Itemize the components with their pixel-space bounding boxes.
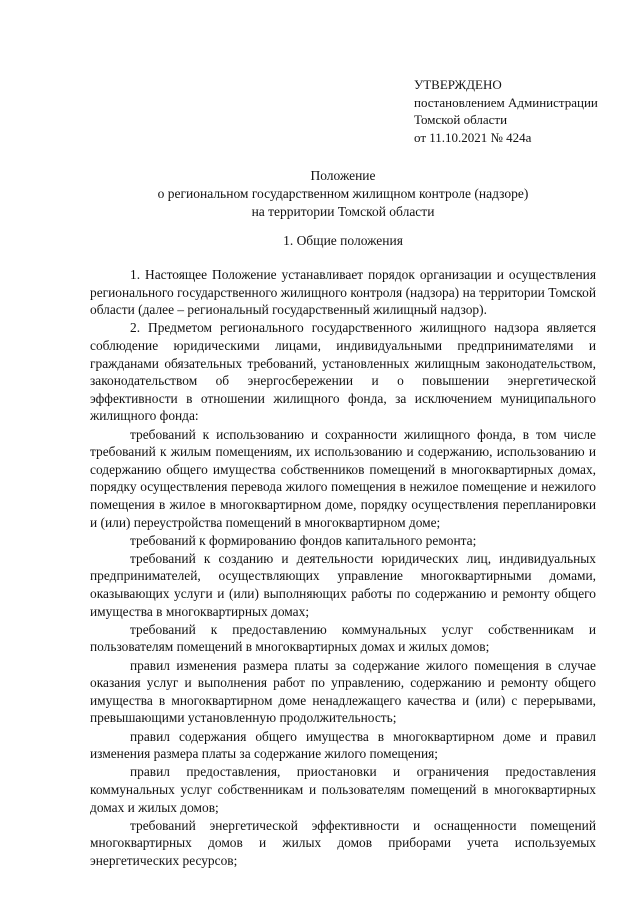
section-heading: 1. Общие положения: [283, 233, 403, 248]
paragraph: правил предоставления, приостановки и ограничения предоставления коммунальных услуг собственникам и пользователям помещений в многоквартирных домах и жилых домов;: [90, 764, 596, 815]
approval-stamp: [414, 76, 598, 146]
approval-line: постановлением Администрации: [414, 94, 598, 110]
title-line: Положение: [310, 168, 376, 183]
paragraph: требований к предоставлению коммунальных услуг собственникам и пользователям помещений в многоквартирных домах и жилых домов;: [90, 621, 596, 655]
paragraph: 1. Настоящее Положение устанавливает порядок организации и осуществления регионального государственного жилищного контроля (надзора) на территории Томской области (далее – региональный государственный жилищный надзор).: [90, 267, 596, 318]
paragraph: правил содержания общего имущества в многоквартирном доме и правил изменения размера платы за содержание жилого помещения;: [90, 728, 596, 762]
approval-title: УТВЕРЖДЕНО: [414, 77, 502, 92]
paragraph: требований к использованию и сохранности жилищного фонда, в том числе требований к жилым помещениям, их использованию и содержанию, использованию и содержанию общего имущества собственников помещений в многоквартирных домах, порядку осуществления перевода жилого помещения в нежилое помещение и нежилого помещения в жилое в многоквартирном доме, порядку осуществления перепланировки и (или) переустройства помещений в многоквартирном доме;: [90, 426, 596, 530]
paragraph: требований к формированию фондов капитального ремонта;: [130, 532, 477, 548]
title-line: о региональном государственном жилищном контроле (надзоре): [157, 186, 529, 201]
paragraph: правил изменения размера платы за содержание жилого помещения в случае оказания услуг и выполнения работ по управлению, содержанию и ремонту общего имущества в многоквартирном доме ненадлежащего качества и (или) с перерывами, превышающими установленную продолжительность;: [90, 657, 596, 726]
document-body: [90, 266, 596, 870]
paragraph: требований энергетической эффективности и оснащенности помещений многоквартирных домов и жилых домов приборами учета используемых энергетических ресурсов;: [90, 817, 596, 868]
paragraph: 2. Предметом регионального государственного жилищного надзора является соблюдение юридическими лицами, индивидуальными предпринимателями и гражданами обязательных требований, установленных жилищным законодательством, законодательством об энергосбережении и о повышении энергетической эффективности в отношении жилищного фонда, за исключением муниципального жилищного фонда:: [90, 320, 596, 424]
approval-date: от 11.10.2021 № 424а: [414, 129, 532, 145]
title-line: на территории Томской области: [251, 204, 435, 219]
approval-line: Томской области: [414, 112, 508, 127]
paragraph: требований к созданию и деятельности юридических лиц, индивидуальных предпринимателей, осуществляющих управление многоквартирными домами, оказывающих услуги и (или) выполняющих работы по содержанию и ремонту общего имущества в многоквартирных домах;: [90, 550, 596, 619]
document-title: [88, 167, 598, 221]
